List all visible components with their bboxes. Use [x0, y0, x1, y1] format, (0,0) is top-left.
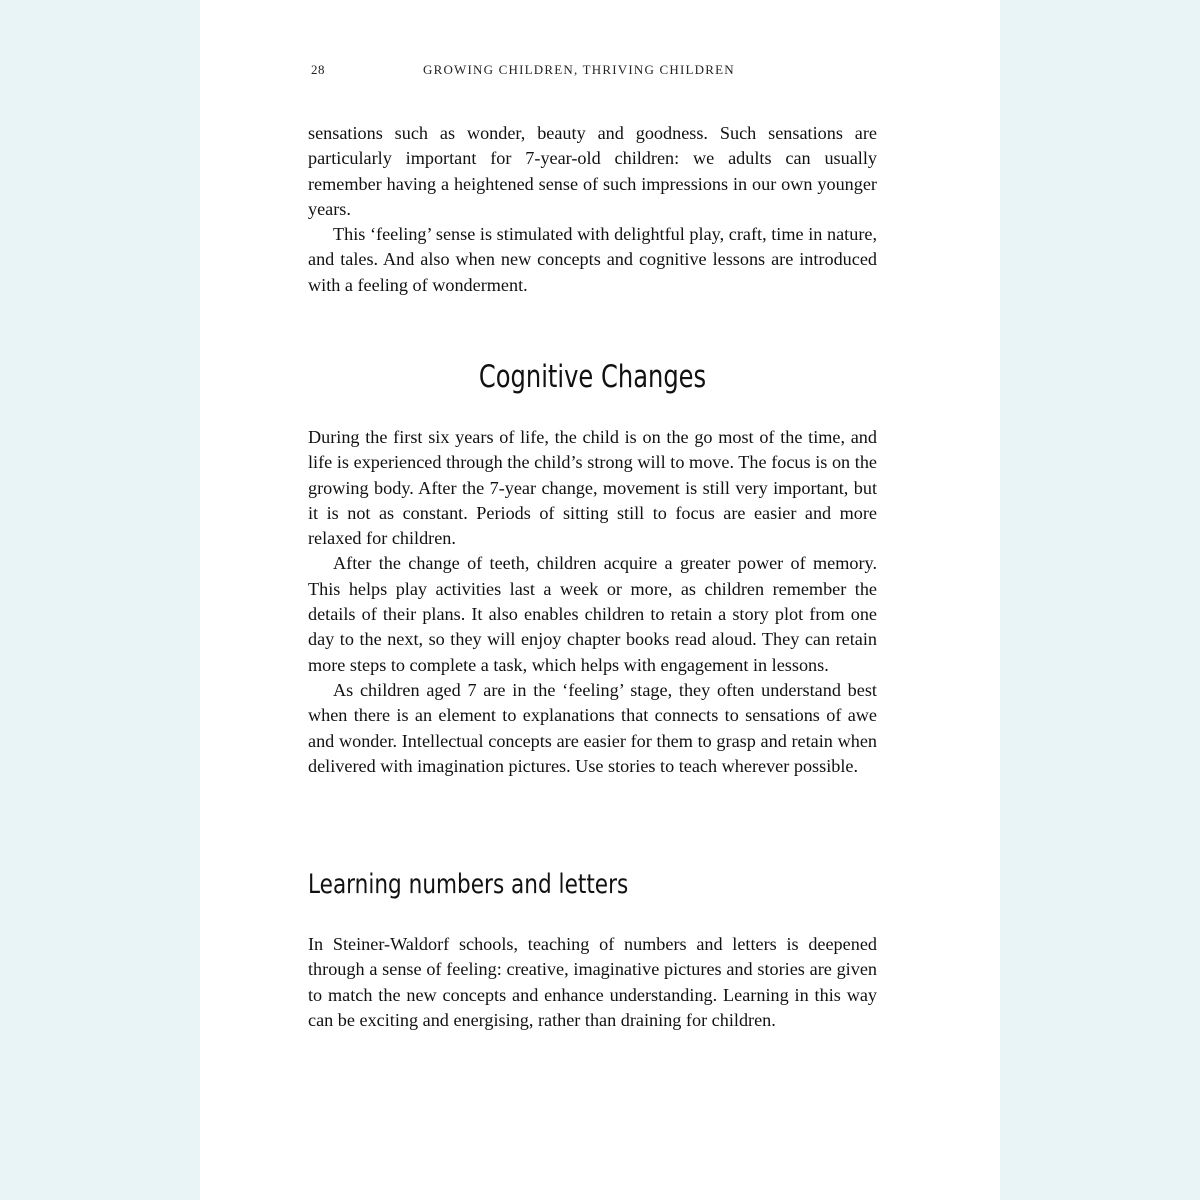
page-number: 28 [311, 62, 325, 77]
paragraph: During the first six years of life, the child is on the go most of the time, and life is experienced through the child’s strong will to move. The focus is on the growing body. After the 7-year change, movement is still very important, but it is not as constant. Periods of sitting still to focus are easier and more relaxed for children. [308, 427, 877, 549]
paragraph: After the change of teeth, children acquire a greater power of memory. This helps play activities last a week or more, as children remember the details of their plans. It also enables children to retain a story plot from one day to the next, so they will enjoy chapter books read aloud. They can retain more steps to complete a task, which helps with engagement in lessons. [308, 553, 877, 675]
section-heading: Learning numbers and letters [308, 869, 629, 900]
section-text [308, 932, 877, 1033]
running-header [311, 62, 877, 82]
paragraph: sensations such as wonder, beauty and goodness. Such sensations are particularly important for 7-year-old children: we adults can usually remember having a heightened sense of such impressions in our own younger years. [308, 123, 877, 219]
intro-text [308, 121, 877, 298]
paragraph: This ‘feeling’ sense is stimulated with delightful play, craft, time in nature, and tales. And also when new concepts and cognitive lessons are introduced with a feeling of wonderment. [308, 224, 877, 295]
running-title: GROWING CHILDREN, THRIVING CHILDREN [423, 62, 735, 77]
paragraph: As children aged 7 are in the ‘feeling’ stage, they often understand best when there is an element to explanations that connects to sensations of awe and wonder. Intellectual concepts are easier for them to grasp and retain when delivered with imagination pictures. Use stories to teach wherever possible. [308, 679, 877, 776]
chapter-text [308, 425, 877, 779]
book-page [200, 0, 1000, 1200]
chapter-heading: Cognitive Changes [478, 359, 707, 395]
paragraph: In Steiner-Waldorf schools, teaching of numbers and letters is deepened through a sense of feeling: creative, imaginative pictures and stories are given to match the new concepts and enhance understanding. Learning in this way can be exciting and energising, rather than draining for children. [308, 934, 877, 1030]
